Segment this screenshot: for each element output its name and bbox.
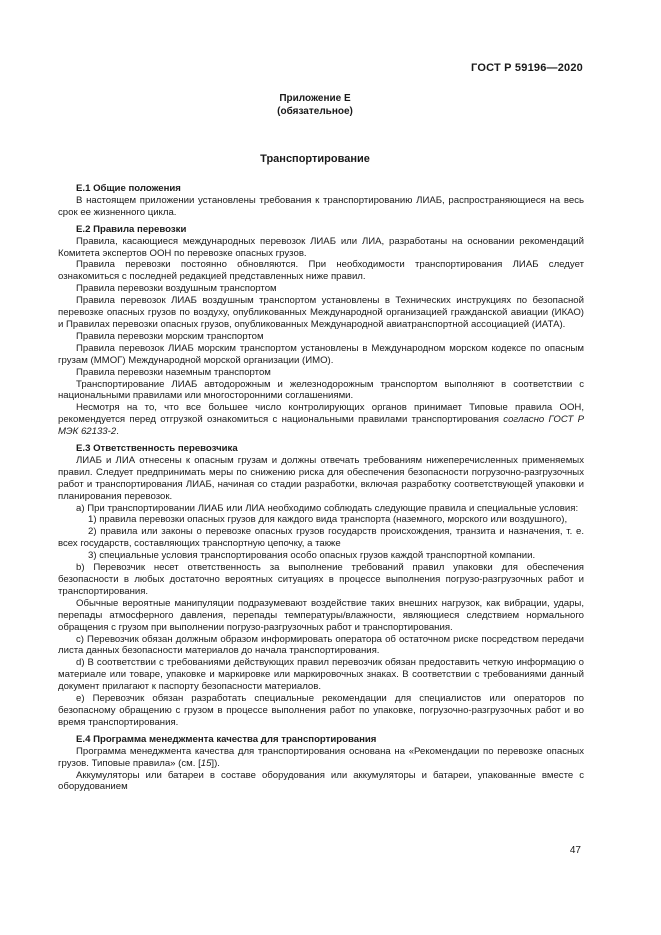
paragraph: Правила перевозки морским транспортом: [76, 330, 264, 342]
bibliography-reference: 15: [200, 757, 212, 769]
paragraph: ЛИАБ и ЛИА отнесены к опасным грузам и должны отвечать требованиям нижеперечисленных применяемых правил. Следует предпринимать меры по снижению риска для обеспечения безопасности погрузочно-разгрузочных работ и транспортирования ЛИАБ, начиная со стадии разработки, включая разработку соответствующей упаковки и планирования перевозок.: [58, 454, 584, 502]
heading-e3: Е.3 Ответственность перевозчика: [76, 443, 238, 455]
paragraph: Правила перевозок ЛИАБ воздушным транспортом установлены в Технических инструкциях по безопасной перевозке опасных грузов по воздуху, опубликованных Международной организацией гражданской авиации (ИКАО) и Правилах перевозки опасных грузов, опубликованных Международной авиатранспортной ассоциацией (ИАТА).: [58, 295, 584, 330]
section-title: Транспортирование: [260, 153, 370, 165]
list-subitem: 2) правила или законы о перевозке опасных грузов государств происхождения, транзита и назначения, т. е. всех государств, составляющих транспортную цепочку, а также: [58, 526, 584, 550]
standard-number: ГОСТ Р 59196—2020: [471, 62, 583, 74]
paragraph: Правила перевозки наземным транспортом: [76, 366, 271, 378]
standard-reference: согласно ГОСТ Р МЭК 62133-2: [58, 414, 584, 438]
list-subitem: 3) специальные условия транспортирования особо опасных грузов каждой транспортной компании.: [88, 550, 536, 562]
text-run: ]).: [211, 757, 220, 769]
list-item: d) В соответствии с требованиями действующих правил перевозчик обязан предоставить четкую информацию о материале или товаре, упаковке и маркировке или маркировочных знаках. В соответствии с требованиями данный документ прилагают к паспорту безопасности материалов.: [58, 657, 584, 693]
paragraph: Правила, касающиеся международных перевозок ЛИАБ или ЛИА, разработаны на основании рекомендаций Комитета экспертов ООН по перевозке опасных грузов.: [58, 235, 584, 259]
heading-e1: Е.1 Общие положения: [76, 183, 181, 194]
paragraph: [58, 746, 584, 770]
heading-e2: Е.2 Правила перевозки: [76, 223, 187, 235]
paragraph: Правила перевозки воздушным транспортом: [76, 283, 277, 295]
text-run: .: [116, 426, 119, 438]
paragraph: Правила перевозок ЛИАБ морским транспортом установлены в Международном морском кодексе по опасным грузам (ММОГ) Международной морской организации (ИМО).: [58, 342, 584, 366]
list-subitem: 1) правила перевозки опасных грузов для каждого вида транспорта (наземного, морского или воздушного),: [88, 514, 568, 526]
annex-title: Приложение Е: [279, 93, 351, 104]
paragraph: Аккумуляторы или батареи в составе оборудования или аккумуляторы и батареи, упакованные вместе с оборудованием: [58, 769, 584, 793]
list-item: е) Перевозчик обязан разработать специальные рекомендации для специалистов или операторов по безопасному обращению с грузом в процессе выполнения работ по упаковке, погрузочно-разгрузочных работ и во время транспортирования.: [58, 693, 584, 728]
list-item: а) При транспортировании ЛИАБ или ЛИА необходимо соблюдать следующие правила и специальные условия:: [76, 502, 579, 514]
paragraph: Правила перевозки постоянно обновляются. При необходимости транспортирования ЛИАБ следует ознакомиться с последней редакцией представленных ниже правил.: [58, 259, 584, 283]
paragraph: Обычные вероятные манипуляции подразумевают воздействие таких внешних нагрузок, как вибрации, удары, перепады атмосферного давления, перепады температуры/влажности, являющиеся следствием нормального обращения с грузом при выполнении погрузо-разгрузочных работ и транспортирования.: [58, 597, 584, 633]
heading-e4: Е.4 Программа менеджмента качества для транспортирования: [76, 733, 377, 745]
list-item: b) Перевозчик несет ответственность за выполнение требований правил упаковки для обеспечения безопасности в любых достаточно вероятных ситуациях в процессе выполнения погрузо-разгрузочных работ и транспортирования.: [58, 562, 584, 597]
document-body: [58, 183, 584, 793]
paragraph: [58, 402, 584, 438]
paragraph: В настоящем приложении установлены требования к транспортированию ЛИАБ, распространяющиеся на весь срок ее жизненного цикла.: [58, 194, 584, 218]
text-run: Программа менеджмента качества для транспортирования основана на «Рекомендации по перевозке опасных грузов. Типовые правила» (см. [: [58, 745, 584, 769]
page-number: 47: [569, 845, 581, 856]
paragraph: Транспортирование ЛИАБ автодорожным и железнодорожным транспортом выполняют в соответствии с национальными правилами или многосторонними соглашениями.: [58, 378, 584, 402]
list-item: с) Перевозчик обязан должным образом информировать оператора об остаточном риске посредством передачи листа данных безопасности материалов до начала транспортирования.: [58, 633, 584, 657]
text-run: Несмотря на то, что все большее число контролирующих органов принимает Типовые правила ООН, рекомендуется перед отгрузкой ознакомиться с национальными правилами транспортирования: [58, 402, 584, 426]
annex-status: (обязательное): [277, 106, 353, 117]
